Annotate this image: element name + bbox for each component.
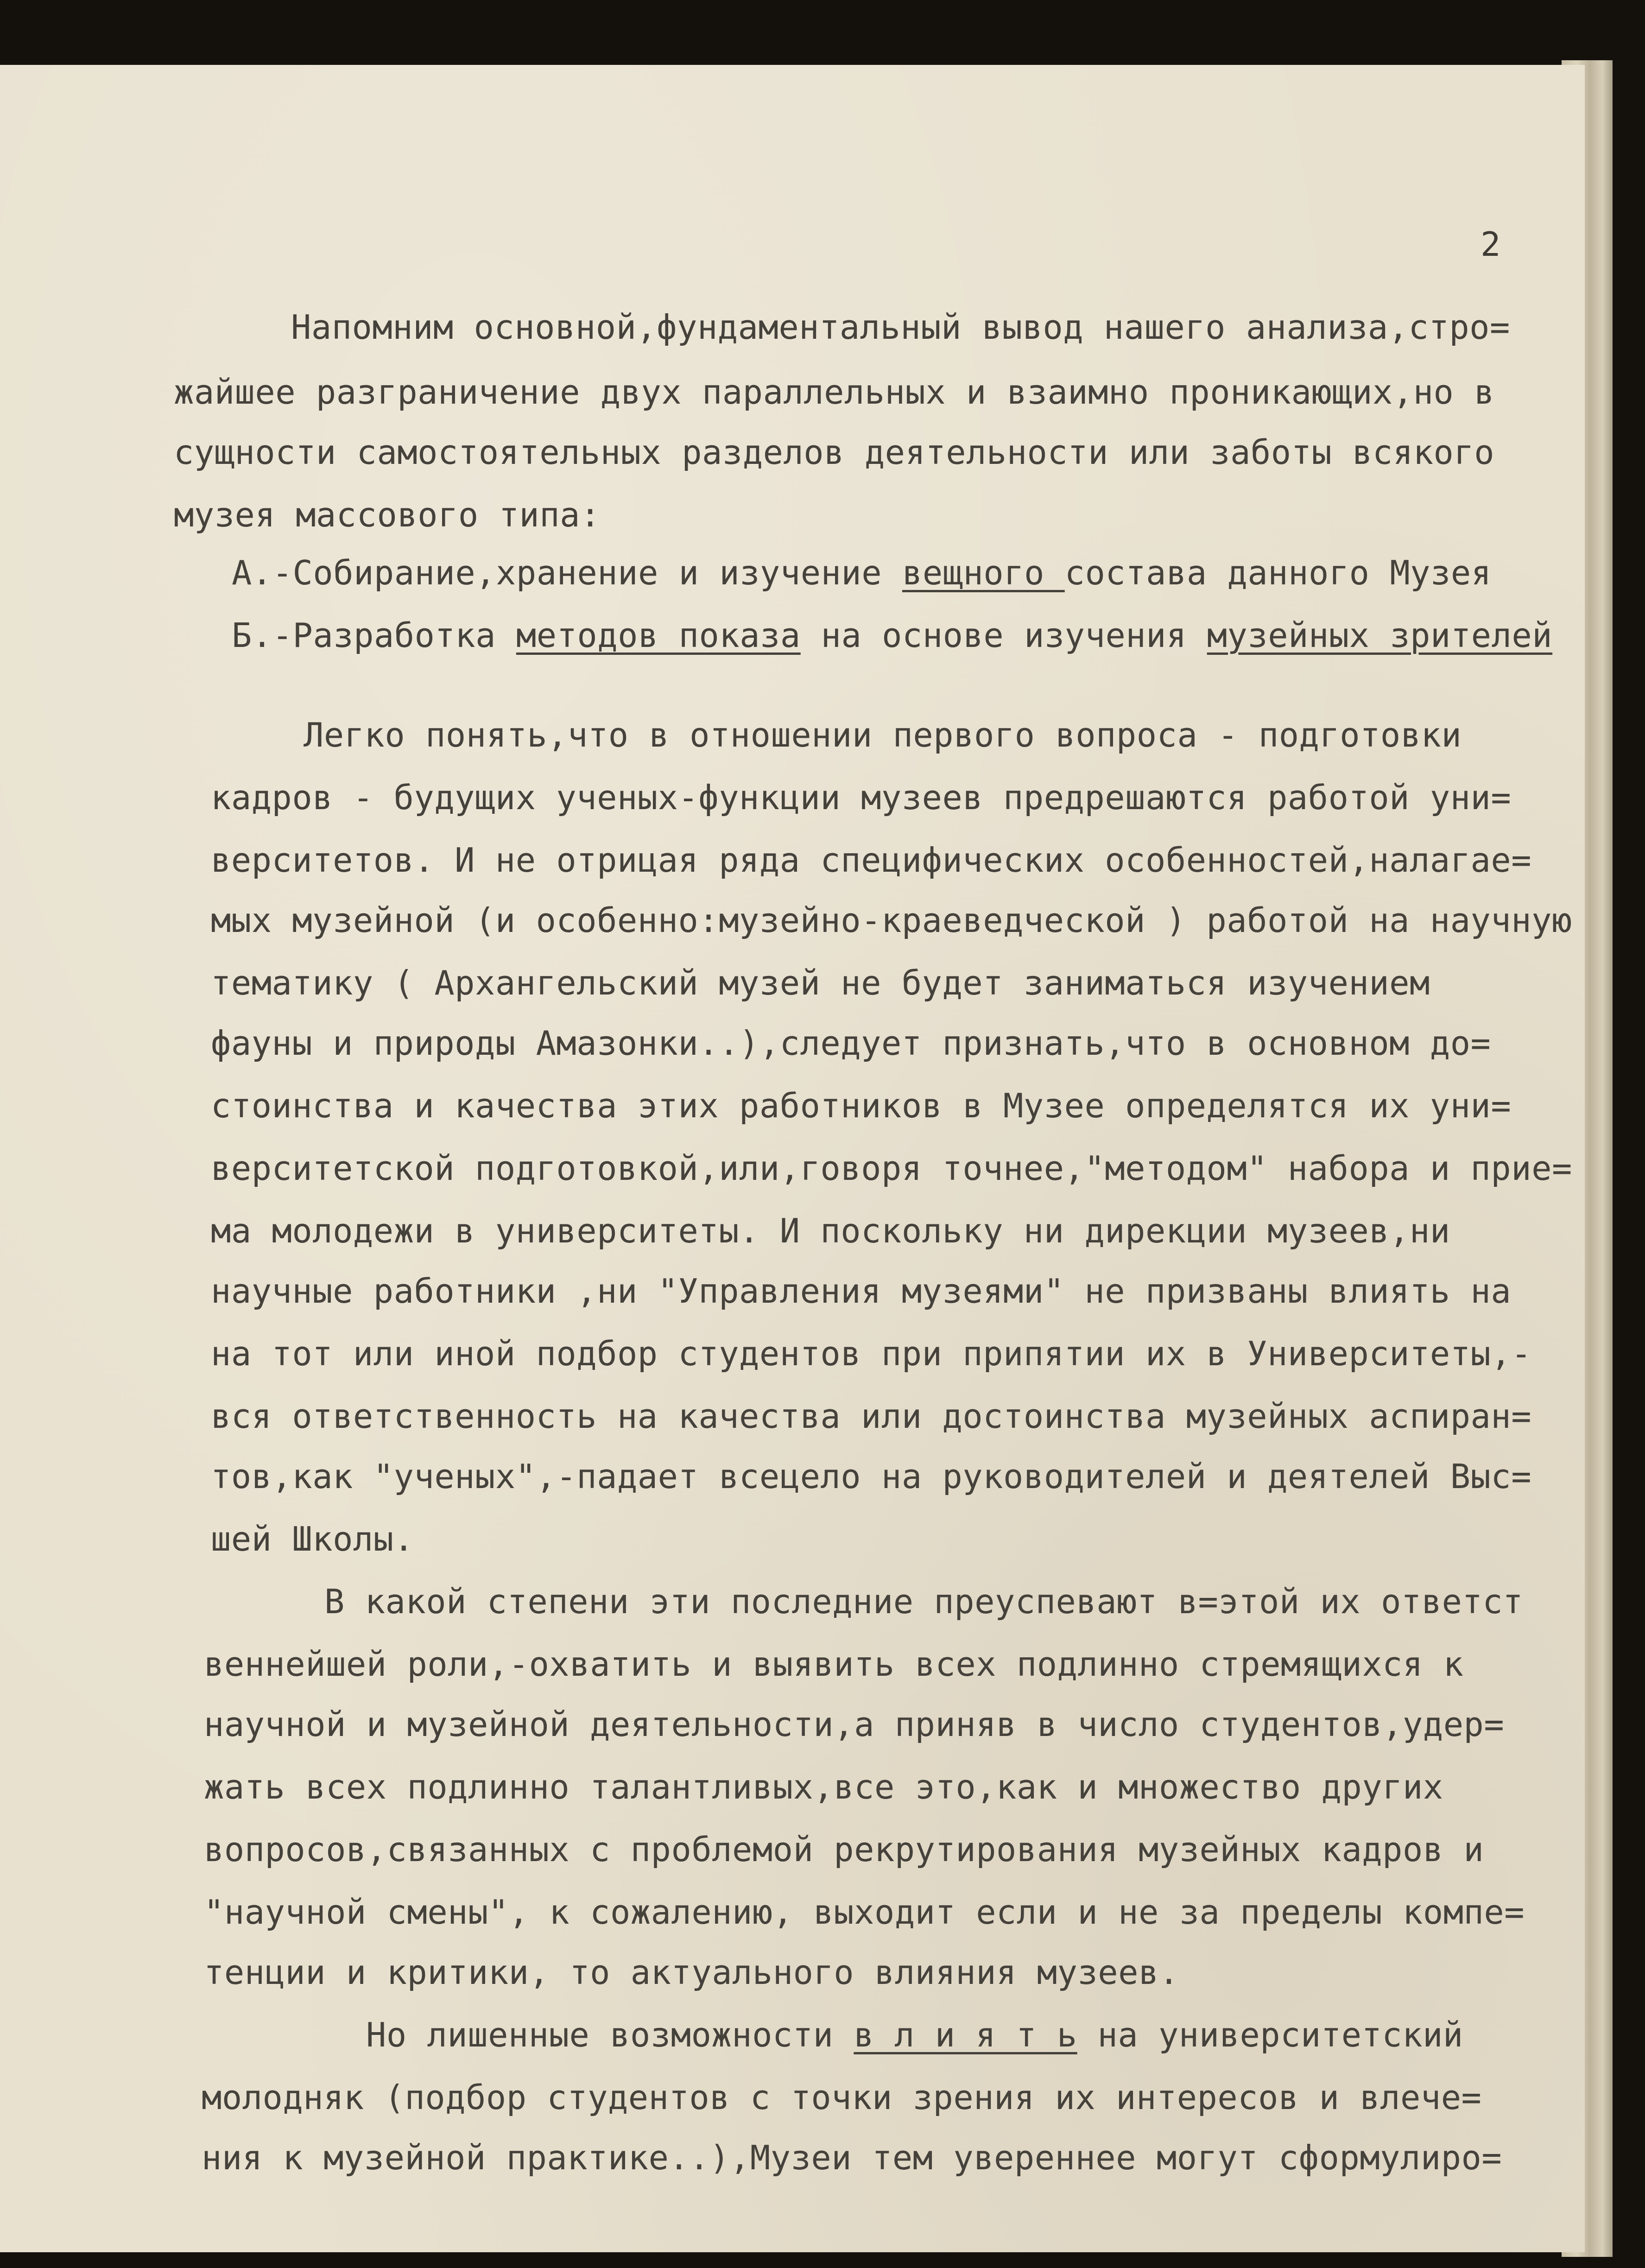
text-line: музея массового типа:: [174, 495, 601, 534]
underlined-term: в л и я т ь: [854, 2015, 1077, 2054]
text-line: шей Школы.: [211, 1520, 414, 1558]
underlined-term: музейных зрителей: [1207, 616, 1553, 655]
text-line: Напомним основной,фундаментальный вывод нашего анализа,стро=: [291, 308, 1510, 347]
text-line: ма молодежи в университеты. И поскольку ни дирекции музеев,ни: [211, 1211, 1450, 1250]
text-line: тов,как "ученых",-падает всецело на руководителей и деятелей Выс=: [211, 1457, 1532, 1496]
text-line: веннейшей роли,-охватить и выявить всех подлинно стремящихся к: [204, 1645, 1464, 1684]
typewritten-page: [0, 65, 1585, 2252]
list-item-a: [232, 553, 1492, 592]
text-line: верситетов. И не отрицая ряда специфических особенностей,налагае=: [211, 841, 1532, 880]
text-line: жать всех подлинно талантливых,все это,как и множество других: [204, 1768, 1443, 1806]
text-line: тематику ( Архангельский музей не будет заниматься изучением: [211, 963, 1430, 1002]
text-line: кадров - будущих ученых-функции музеев предрешаются работой уни=: [211, 778, 1512, 817]
text-line: верситетской подготовкой,или,говоря точнее,"методом" набора и прие=: [211, 1149, 1572, 1188]
list-item-a-part3: состава данного Музея: [1064, 553, 1492, 592]
underlined-term: методов показа: [516, 616, 801, 655]
list-item-b: [232, 616, 1553, 655]
text-line: мых музейной (и особенно:музейно-краеведческой ) работой на научную: [211, 901, 1572, 940]
text-line: В какой степени эти последние преуспевают в=этой их ответст: [324, 1582, 1524, 1621]
underlined-term: вещного: [902, 553, 1065, 592]
text-line: "научной смены", к сожалению, выходит если и не за пределы компе=: [204, 1893, 1525, 1932]
text-line: фауны и природы Амазонки..),следует признать,что в основном до=: [211, 1024, 1491, 1063]
list-item-b-part1: Б.-Разработка: [232, 616, 516, 655]
text-line: жайшее разграничение двух параллельных и взаимно проникающих,но в: [174, 373, 1495, 412]
text-line-emphasis: [366, 2015, 1463, 2054]
text-line: научные работники ,ни "Управления музеями" не призваны влиять на: [211, 1272, 1512, 1311]
text-line: ния к музейной практике..),Музеи тем увереннее могут сформулиро=: [202, 2138, 1502, 2177]
page-number: 2: [1480, 225, 1501, 264]
list-item-b-part3: на основе изучения: [800, 616, 1207, 655]
text-line: вся ответственность на качества или достоинства музейных аспиран=: [211, 1397, 1532, 1436]
text-line-emphasis-part3: на университетский: [1077, 2015, 1463, 2054]
text-line: молодняк (подбор студентов с точки зрения их интересов и влече=: [202, 2078, 1482, 2117]
text-line: на тот или иной подбор студентов при припятии их в Университеты,-: [211, 1334, 1532, 1373]
text-line: Легко понять,что в отношении первого вопроса - подготовки: [304, 716, 1462, 754]
text-line: тенции и критики, то актуального влияния музеев.: [204, 1953, 1179, 1992]
text-line-emphasis-part1: Но лишенные возможности: [366, 2015, 854, 2054]
text-line: сущности самостоятельных разделов деятельности или заботы всякого: [174, 433, 1495, 472]
text-line: научной и музейной деятельности,а приняв в число студентов,удер=: [204, 1705, 1505, 1744]
list-item-a-part1: А.-Собирание,хранение и изучение: [232, 553, 902, 592]
text-line: вопросов,связанных с проблемой рекрутирования музейных кадров и: [204, 1830, 1484, 1869]
text-line: стоинства и качества этих работников в Музее определятся их уни=: [211, 1086, 1512, 1125]
